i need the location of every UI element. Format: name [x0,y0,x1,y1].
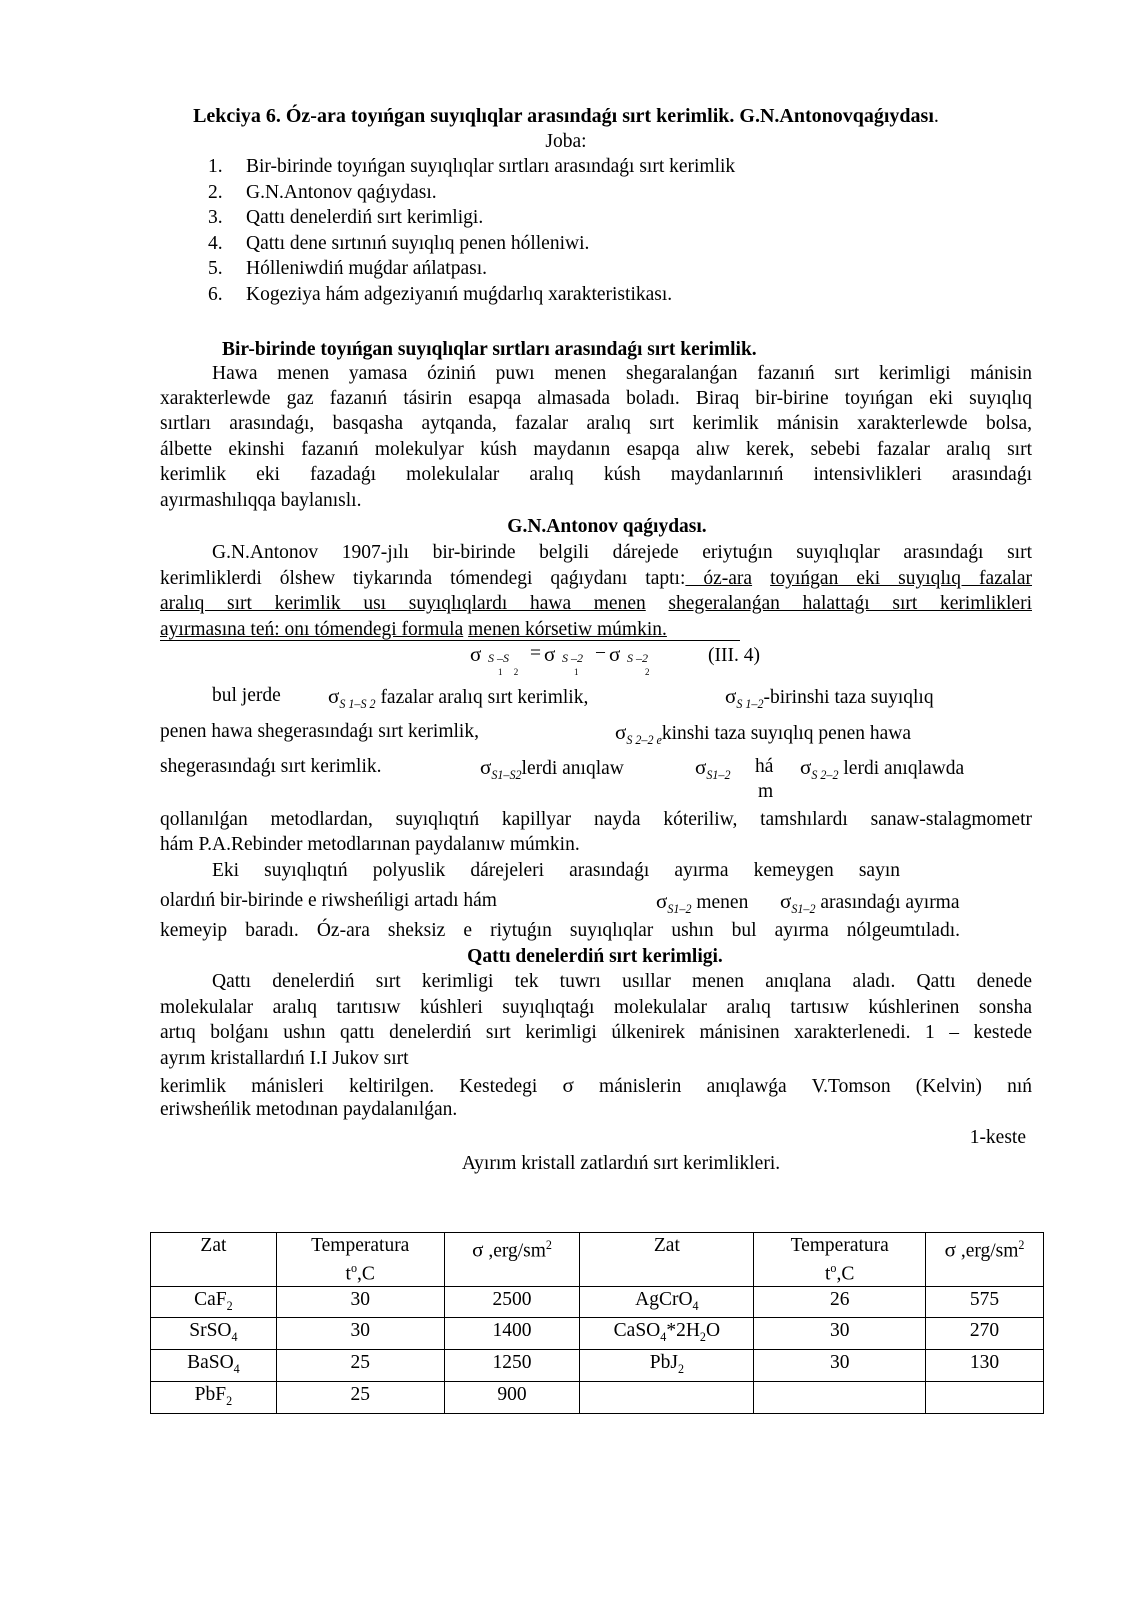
cell-temperature: 30 [754,1350,926,1382]
where-definition [480,755,624,787]
rule-text-underlined: aralıq sırt kerimlik usı suyıqlıqlardı hawa menen [160,593,646,614]
rule-text-underlined: ayırmasına teń: onı tómendegi formula [160,619,464,640]
where-text: m [758,781,774,802]
plan-item-number: 6. [208,284,223,305]
paragraph-line: olardıń bir-birinde e riwsheńligi artadı hám [160,890,497,911]
paragraph-text: arasındaǵı ayırma [820,892,960,913]
sigma-symbol: σ [470,642,482,666]
plan-item [208,233,589,255]
plan-item-number: 5. [208,258,223,279]
sigma-symbol: σ [544,642,556,666]
header-sup: o [350,1261,358,1275]
where-definition [780,889,960,921]
formula-equals: = [530,643,541,664]
plan-item [208,207,483,229]
paragraph-text: mánislerin anıqlawǵa V.Tomson (Kelvin) nıń [599,1076,1032,1097]
plan-item [208,156,735,178]
where-text: há [755,756,774,777]
paragraph-line [160,567,1032,591]
paragraph-line: hám P.A.Rebinder metodlarınan paydalanıw múmkin. [160,834,580,855]
cell-substance: PbF$_2$ [151,1382,277,1414]
table-row [151,1286,1044,1318]
paragraph-text: menen [696,892,749,913]
cell-sigma: 2500 [444,1286,580,1318]
sigma-subscript: S1–2 [706,767,731,782]
header-sigma [444,1233,580,1287]
cell-substance: $CaSO_4*2H_2O$ [580,1318,754,1350]
header-temperature [276,1233,444,1287]
cell-temperature [754,1382,926,1414]
plan-item-text: Hólleniwdiń muǵdar ańlatpası. [246,258,487,279]
cell-temperature: 25 [276,1350,444,1382]
sigma-subscript: S1–2 [667,901,692,916]
formula-iii-4 [470,642,800,680]
paragraph-line: Eki suyıqlıqtıń polyuslik dárejeleri arasındaǵı ayırma kemeygen sayın [212,860,900,881]
header-zat: Zat [580,1233,754,1287]
sigma-subscript: S1–S2 [491,767,522,782]
where-text: lerdi anıqlaw [521,758,624,779]
plan-item-text: Qattı denelerdiń sırt kerimligi. [246,207,484,228]
plan-item [208,284,672,306]
table-header-row [151,1233,1044,1287]
formula-number: (III. 4) [708,645,760,666]
paragraph-line [160,592,1032,616]
where-definition [615,720,911,752]
formula-subscript: S –S [488,651,509,665]
plan-item [208,258,487,280]
paragraph-line: Hawa menen yamasa óziniń puwı menen shegaralanǵan fazanıń sırt kerimligi mánisin [212,363,1032,384]
header-sup: 2 [545,1238,552,1252]
cell-substance: SrSO$_4$ [151,1318,277,1350]
cell-sigma [926,1382,1044,1414]
paragraph-line: molekulalar aralıq tarıtısıw kúshleri suyıqlıqtaǵı molekulalar aralıq tartısıw kúshlerinen sonsha [160,997,1032,1018]
header-text: Temperatura [311,1235,410,1256]
surface-tension-table [150,1232,1044,1414]
formula-subscript: 2 [645,667,650,677]
sigma-symbol: σ [615,720,627,744]
where-definition [725,684,934,716]
sigma-symbol: σ [472,1237,484,1262]
cell-sigma: 270 [926,1318,1044,1350]
where-text: lerdi anıqlawda [843,758,965,779]
lecture-title-dot: . [933,105,939,127]
where-text: -birinshi taza suyıqlıq [763,687,934,708]
sigma-subscript: S1–2 [791,901,816,916]
rule-text: kerimliklerdi ólshew tiykarında tómendegi qaǵıydanı taptı: [160,568,686,589]
cell-temperature: 26 [754,1286,926,1318]
paragraph-line: sırtları arasındaǵı, basqasha aytqanda, fazalar aralıq sırt kerimlik mánisin xarakterlewde bolsa, [160,413,1032,434]
cell-temperature: 25 [276,1382,444,1414]
header-temperature [754,1233,926,1287]
sigma-subscript: S 2–2 e [626,732,662,747]
cell-sigma: 575 [926,1286,1044,1318]
paragraph-line: eriwsheńlik metodınan paydalanılǵan. [160,1099,458,1120]
plan-item-number: 2. [208,182,223,203]
table-label: 1-keste [969,1127,1026,1148]
header-zat: Zat [151,1233,277,1287]
cell-substance [580,1382,754,1414]
sigma-symbol: σ [800,755,812,779]
sigma-symbol: σ [944,1237,956,1262]
cell-temperature: 30 [276,1318,444,1350]
paragraph-line: xarakterlewde gaz fazanıń tásirin esapqa almasada boladı. Biraq bir-birine toyıńgan eki suyıqlıq [160,388,1032,409]
cell-temperature: 30 [276,1286,444,1318]
header-text: ,erg/sm [483,1240,546,1262]
where-label: bul jerde [212,685,281,706]
where-definition [656,889,748,921]
paragraph-line [160,1073,1032,1099]
paragraph-line: Qattı denelerdiń sırt kerimligi tek tuwrı usıllar menen anıqlana aladı. Qattı denede [212,971,1032,992]
section-heading: Qattı denelerdiń sırt kerimligi. [467,946,723,967]
cell-substance: AgCrO$_4$ [580,1286,754,1318]
where-text: shegerasındaǵı sırt kerimlik. [160,756,382,777]
sigma-symbol: σ [609,642,621,666]
underline-rule [160,640,740,641]
plan-item-number: 3. [208,207,223,228]
header-sigma [926,1233,1044,1287]
plan-heading: Joba: [545,131,587,152]
lecture-title [0,103,1132,129]
paragraph-line: G.N.Antonov 1907-jılı bir-birinde belgili dárejede eriytuǵın suyıqlıqlar arasındaǵı sırt [212,542,1032,563]
sigma-symbol: σ [725,684,737,708]
cell-substance: PbJ$_2$ [580,1350,754,1382]
header-sup: 2 [1018,1238,1025,1252]
sigma-symbol: σ [480,755,492,779]
table-caption: Ayırım kristall zatlardıń sırt kerimlikleri. [461,1153,781,1174]
header-text: ,C [357,1263,375,1285]
sigma-symbol: σ [695,755,707,779]
where-text: fazalar aralıq sırt kerimlik, [380,687,589,708]
header-sup: o [830,1261,837,1275]
table-row [151,1350,1044,1382]
cell-temperature: 30 [754,1318,926,1350]
cell-substance: BaSO$_4$ [151,1350,277,1382]
rule-text-underlined: shegeralanǵan halattaǵı sırt kerimlikleri [668,593,1032,614]
paragraph-line: kerimlik eki fazadaǵı molekulalar aralıq kúsh maydanlarınıń intensivlikleri arasındaǵı [160,464,1032,485]
plan-item [208,182,437,204]
cell-sigma: 1400 [444,1318,580,1350]
formula-minus: − [595,643,606,664]
header-text: t [825,1263,831,1285]
sigma-symbol: σ [328,684,340,708]
where-definition [328,684,588,716]
formula-subscript: 1 [574,667,579,677]
plan-item-number: 1. [208,156,223,177]
where-text: kinshi taza suyıqlıq penen hawa [661,723,911,744]
header-text: ,C [836,1263,855,1285]
paragraph-line: ayrım kristallardıń I.I Jukov sırt [160,1048,409,1069]
paragraph-line: qollanılǵan metodlardan, suyıqlıqtıń kapillyar nayda kóteriliw, tamshılardı sanaw-stalagmometr [160,809,1032,830]
section-heading: Bir-birinde toyıńgan suyıqlıqlar sırtları arasındaǵı sırt kerimlik. [222,339,757,360]
sigma-subscript: S 2–2 [811,767,839,782]
paragraph-text: kerimlik mánisleri keltirilgen. Kestedegi [160,1076,538,1097]
plan-item-text: Bir-birinde toyıńgan suyıqlıqlar sırtları arasındaǵı sırt kerimlik [246,156,736,177]
paragraph-line: artıq bolǵanı ushın qattı denelerdiń sırt kerimligi úlkenirek mánisinen xarakterlenedi. 1 – kestede [160,1022,1032,1043]
formula-subscript: S –2 [562,651,583,665]
paragraph-line: ayırmashılıqqa baylanıslı. [160,490,362,511]
plan-item-text: Kogeziya hám adgeziyanıń muǵdarlıq xarakteristikası. [246,284,673,305]
section-heading: G.N.Antonov qaǵıydası. [507,516,707,537]
rule-text-underlined: menen kórsetiw múmkin. [468,619,667,640]
cell-substance: CaF$_2$ [151,1286,277,1318]
sigma-symbol: σ [656,889,668,913]
header-text: t [345,1263,351,1285]
cell-sigma: 1250 [444,1350,580,1382]
sigma-subscript: S 1–S 2 [339,696,376,711]
paragraph-line [160,618,1032,642]
cell-sigma: 900 [444,1382,580,1414]
sigma-subscript: S 1–2 [736,696,764,711]
where-definition [800,755,964,787]
header-text: ,erg/sm [955,1240,1019,1262]
plan-item-text: G.N.Antonov qaǵıydası. [246,182,437,203]
sigma-symbol: σ [780,889,792,913]
where-text: penen hawa shegerasındaǵı sırt kerimlik, [160,721,479,742]
where-definition [695,755,730,787]
table-row [151,1382,1044,1414]
formula-subscript: 1 2 [498,667,519,677]
paragraph-line: kemeyip baradı. Óz-ara sheksiz e riytuǵın suyıqlıqlar ushın bul ayırma nólgeumtıladı. [160,920,960,941]
rule-text-underlined: óz-ara [685,568,753,589]
plan-item-number: 4. [208,233,223,254]
lecture-title-text: Lekciya 6. Óz-ara toyıńgan suyıqlıqlar arasındaǵı sırt kerimlik. G.N.Antonovqaǵıydası [193,105,934,127]
header-text: Temperatura [790,1235,889,1256]
plan-item-text: Qattı dene sırtınıń suyıqlıq penen hólleniwi. [246,233,590,254]
table-row [151,1318,1044,1350]
sigma-symbol: σ [562,1073,574,1097]
rule-text-underlined: toyıńgan eki suyıqlıq fazalar [770,568,1032,589]
cell-sigma: 130 [926,1350,1044,1382]
paragraph-line: álbette ekinshi fazanıń molekulyar kúsh maydanın esapqa alıw kerek, sebebi fazalar aralıq sırt [160,439,1032,460]
formula-subscript: S –2 [627,651,648,665]
